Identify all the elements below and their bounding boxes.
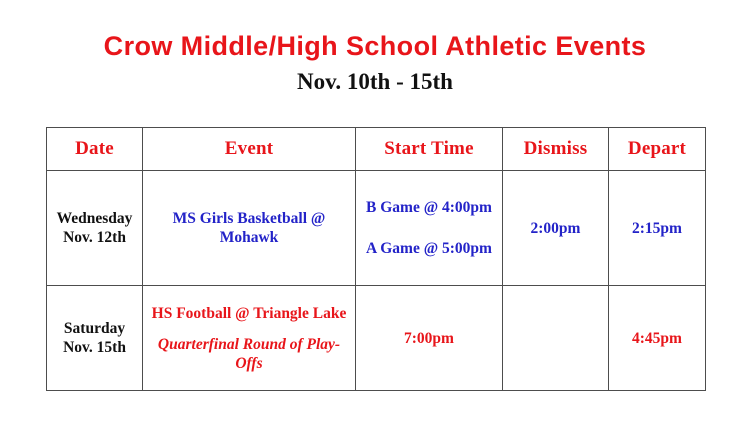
cell-depart (609, 286, 706, 391)
depart-time: 2:15pm (632, 219, 682, 237)
page-title: Crow Middle/High School Athletic Events (103, 31, 647, 61)
athletic-events-table (46, 127, 706, 391)
column-header-dismiss: Dismiss (503, 128, 609, 171)
column-header-date: Date (47, 128, 143, 171)
table-header-row (47, 128, 706, 171)
table-header (47, 128, 706, 171)
start-time-primary: 7:00pm (404, 329, 454, 347)
cell-date (47, 286, 143, 391)
event-name: MS Girls Basketball @ Mohawk (172, 210, 326, 246)
date-date: Nov. 12th (63, 229, 126, 246)
column-header-depart: Depart (609, 128, 706, 171)
event-note: Quarterfinal Round of Play-Offs (157, 335, 341, 372)
table-body (47, 171, 706, 391)
cell-dismiss (503, 286, 609, 391)
cell-depart (609, 171, 706, 286)
date-day: Saturday (63, 320, 126, 337)
column-header-event: Event (143, 128, 356, 171)
table-row (47, 171, 706, 286)
date-date: Nov. 15th (63, 339, 126, 356)
column-header-start-time: Start Time (356, 128, 503, 171)
start-time-primary: B Game @ 4:00pm (366, 199, 492, 216)
date-range-subtitle: Nov. 10th - 15th (297, 69, 453, 94)
cell-start-time (356, 171, 503, 286)
dismiss-time: 2:00pm (530, 219, 581, 237)
cell-event (143, 286, 356, 391)
depart-time: 4:45pm (632, 329, 682, 347)
table-row (47, 286, 706, 391)
date-day: Wednesday (56, 210, 133, 227)
event-name: HS Football @ Triangle Lake (151, 304, 347, 322)
cell-dismiss (503, 171, 609, 286)
cell-start-time (356, 286, 503, 391)
dismiss-time (507, 338, 604, 339)
start-time-secondary: A Game @ 5:00pm (366, 240, 492, 257)
cell-event (143, 171, 356, 286)
cell-date (47, 171, 143, 286)
